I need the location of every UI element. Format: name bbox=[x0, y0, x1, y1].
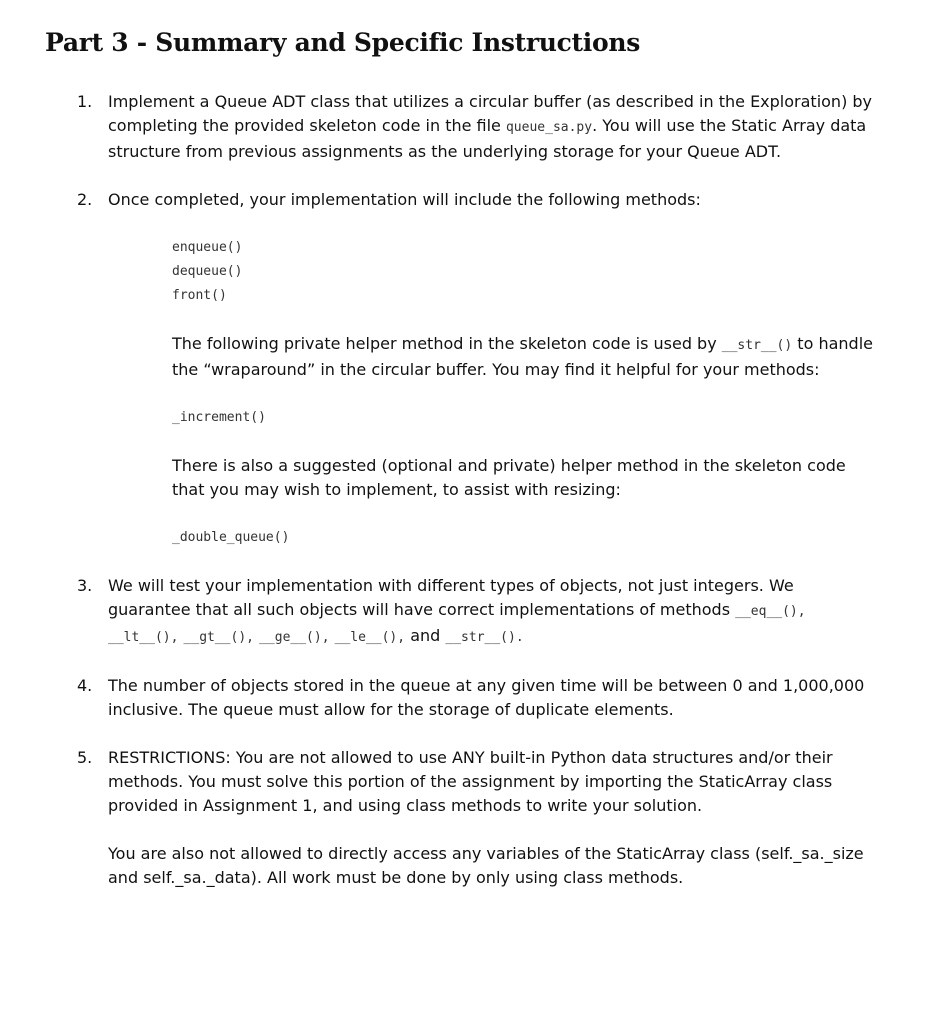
item-number: 2. bbox=[77, 190, 93, 209]
item-text: The number of objects stored in the queue at any given time will be between 0 and 1,000,000 inclusive. The queue must allow for the storage of duplicate elements. bbox=[108, 676, 865, 719]
page-title: Part 3 - Summary and Specific Instructions bbox=[45, 28, 640, 57]
item-text: We will test your implementation with different types of objects, not just integers. We guarantee that all such objects will have correct implementations of methods bbox=[108, 576, 794, 619]
instruction-list bbox=[0, 90, 925, 890]
restriction-paragraph-2: You are also not allowed to directly access any variables of the StaticArray class (self._sa._size and self._sa._data). All work must be done by only using class methods. bbox=[108, 844, 864, 887]
method-lt: __lt__(), bbox=[108, 630, 179, 645]
method-gt: __gt__(), bbox=[183, 630, 254, 645]
item-number: 5. bbox=[77, 748, 93, 767]
item-number: 3. bbox=[77, 576, 93, 595]
item-text: . You will use the Static Array data structure from previous assignments as the underlying storage for your Queue ADT. bbox=[108, 116, 867, 161]
item-number: 4. bbox=[77, 676, 93, 695]
str-method-ref: __str__() bbox=[721, 338, 793, 353]
item-text: RESTRICTIONS: You are not allowed to use ANY built-in Python data structures and/or their methods. You must solve this portion of the assignment by importing the StaticArray class provided in Assignment 1, and using class methods to write your solution. bbox=[108, 748, 833, 815]
method-str: __str__(). bbox=[445, 630, 524, 645]
method-front: front() bbox=[172, 288, 227, 303]
helper-paragraph: The following private helper method in the skeleton code is used by __str__() to handle the “wraparound” in the circular buffer. You may find it helpful for your methods: bbox=[172, 334, 873, 379]
item-number: 1. bbox=[77, 92, 93, 111]
method-eq: __eq__(), bbox=[735, 604, 806, 619]
list-item-2 bbox=[0, 188, 878, 550]
item-text: Implement a Queue ADT class that utilizes a circular buffer (as described in the Exploration) by completing the provided skeleton code in the file bbox=[108, 92, 873, 135]
suggested-paragraph: There is also a suggested (optional and private) helper method in the skeleton code that you may wish to implement, to assist with resizing: bbox=[172, 456, 846, 499]
list-item-3 bbox=[0, 574, 878, 650]
method-le: __le__(), bbox=[334, 630, 406, 645]
method-list bbox=[172, 236, 878, 308]
list-item-5 bbox=[0, 746, 878, 890]
item-text: Once completed, your implementation will include the following methods: bbox=[108, 190, 701, 209]
list-item-1 bbox=[0, 90, 878, 164]
list-item-4 bbox=[0, 674, 878, 722]
method-dequeue: dequeue() bbox=[172, 264, 243, 279]
helper-increment: _increment() bbox=[172, 410, 266, 425]
method-enqueue: enqueue() bbox=[172, 240, 243, 255]
file-name: queue_sa.py bbox=[505, 120, 593, 135]
and-word: and bbox=[410, 626, 441, 645]
helper-double-queue: _double_queue() bbox=[172, 530, 290, 545]
method-ge: __ge__(), bbox=[259, 630, 330, 645]
